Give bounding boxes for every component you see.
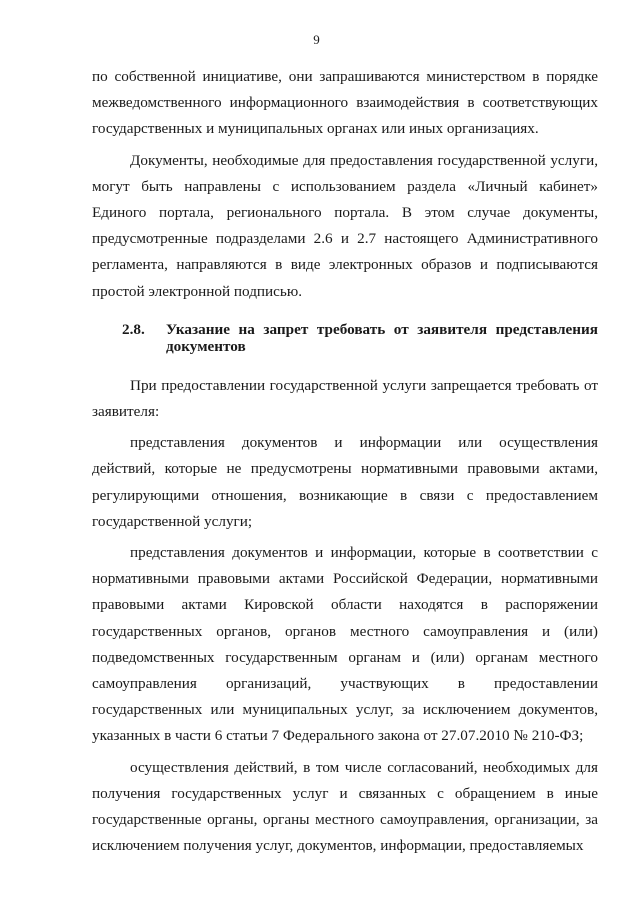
section-title: Указание на запрет требовать от заявителя представления документов	[166, 320, 598, 355]
document-body	[92, 64, 598, 859]
section-number: 2.8.	[122, 320, 145, 338]
paragraph-documents-via-portal: Документы, необходимые для предоставления государственной услуги, могут быть направлены с использованием раздела «Личный кабинет» Единого портала, регионального портала. В этом случае документы, предусмотренные подразделами 2.6 и 2.7 настоящего Административного регламента, направляются в виде электронных образов и подписываются простой электронной подписью.	[92, 151, 598, 300]
paragraph-prohibition-intro: При предоставлении государственной услуги запрещается требовать от заявителя:	[92, 376, 598, 421]
page-number: 9	[313, 32, 320, 47]
paragraph-prohibition-item-3: осуществления действий, в том числе согласований, необходимых для получения государственных услуг и связанных с обращением в иные государственные органы, органы местного самоуправления, организации, за исключением получения услуг, документов, информации, предоставляемых	[92, 758, 598, 855]
paragraph-continuation: по собственной инициативе, они запрашиваются министерством в порядке межведомственного информационного взаимодействия в соответствующих государственных и муниципальных органах или иных организациях.	[92, 68, 598, 138]
paragraph-prohibition-item-2: представления документов и информации, которые в соответствии с нормативными правовыми актами Российской Федерации, нормативными правовыми актами Кировской области находятся в распоряжении государственных органов, органов местного самоуправления и (или) подведомственных государственным органам и (или) органам местного самоуправления организаций, участвующих в предоставлении государственных или муниципальных услуг, за исключением документов, указанных в части 6 статьи 7 Федерального закона от 27.07.2010 № 210-ФЗ;	[92, 544, 598, 745]
section-heading	[92, 321, 598, 355]
paragraph-prohibition-item-1: представления документов и информации или осуществления действий, которые не предусмотрены нормативными правовыми актами, регулирующими отношения, возникающие в связи с предоставлением государственной услуги;	[92, 434, 598, 530]
